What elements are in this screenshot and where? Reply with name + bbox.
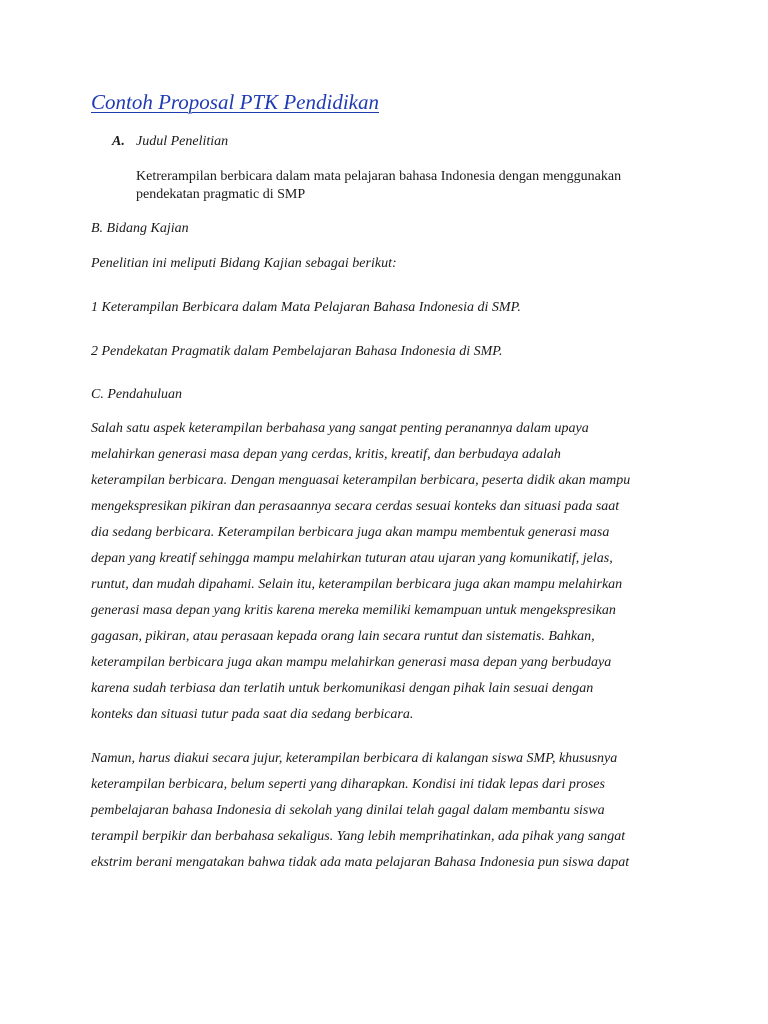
section-a-label: Judul Penelitian xyxy=(136,134,229,149)
paragraph-line: generasi masa depan yang kritis karena mereka memiliki kemampuan untuk mengekspresikan xyxy=(91,603,616,618)
paragraph-line: keterampilan berbicara, belum seperti yang diharapkan. Kondisi ini tidak lepas dari proses xyxy=(91,777,605,792)
section-a-letter: A. xyxy=(112,134,125,149)
introduction-paragraph-1 xyxy=(91,416,681,728)
paragraph-line: Salah satu aspek keterampilan berbahasa yang sangat penting peranannya dalam upaya xyxy=(91,421,589,436)
section-a-heading xyxy=(112,134,228,150)
paragraph-line: pembelajaran bahasa Indonesia di sekolah yang dinilai telah gagal dalam membantu siswa xyxy=(91,803,605,818)
section-b-item-1: 1 Keterampilan Berbicara dalam Mata Pelajaran Bahasa Indonesia di SMP. xyxy=(91,300,521,315)
paragraph-line: runtut, dan mudah dipahami. Selain itu, keterampilan berbicara juga akan mampu melahirkan xyxy=(91,577,623,592)
section-c-heading: C. Pendahuluan xyxy=(91,387,182,402)
paragraph-line: depan yang kreatif sehingga mampu melahirkan tuturan atau ujaran yang komunikatif, jelas, xyxy=(91,551,613,566)
paragraph-line: ekstrim berani mengatakan bahwa tidak ada mata pelajaran Bahasa Indonesia pun siswa dapat xyxy=(91,855,630,870)
paragraph-line: konteks dan situasi tutur pada saat dia sedang berbicara. xyxy=(91,707,414,722)
paragraph-line: terampil berpikir dan berbahasa sekaligus. Yang lebih memprihatinkan, ada pihak yang sangat xyxy=(91,829,626,844)
paragraph-line: mengekspresikan pikiran dan perasaannya secara cerdas sesuai konteks dan situasi pada saat xyxy=(91,499,620,514)
introduction-paragraph-2 xyxy=(91,746,681,876)
paragraph-line: keterampilan berbicara juga akan mampu melahirkan generasi masa depan yang berbudaya xyxy=(91,655,612,670)
paragraph-line: karena sudah terbiasa dan terlatih untuk berkomunikasi dengan pihak lain sesuai dengan xyxy=(91,681,594,696)
section-b-item-2: 2 Pendekatan Pragmatik dalam Pembelajaran Bahasa Indonesia di SMP. xyxy=(91,344,503,359)
research-title-text: Ketrerampilan berbicara dalam mata pelajaran bahasa Indonesia dengan menggunakan pendekatan pragmatic di SMP xyxy=(136,169,622,202)
section-b-heading: B. Bidang Kajian xyxy=(91,221,189,236)
paragraph-line: keterampilan berbicara. Dengan menguasai keterampilan berbicara, peserta didik akan mampu xyxy=(91,473,631,488)
paragraph-line: Namun, harus diakui secara jujur, keterampilan berbicara di kalangan siswa SMP, khususnya xyxy=(91,751,618,766)
paragraph-line: dia sedang berbicara. Keterampilan berbicara juga akan mampu membentuk generasi masa xyxy=(91,525,610,540)
document-title[interactable]: Contoh Proposal PTK Pendidikan xyxy=(91,90,379,114)
paragraph-line: melahirkan generasi masa depan yang cerdas, kritis, kreatif, dan berbudaya adalah xyxy=(91,447,561,462)
paragraph-line: gagasan, pikiran, atau perasaan kepada orang lain secara runtut dan sistematis. Bahkan, xyxy=(91,629,595,644)
section-b-intro: Penelitian ini meliputi Bidang Kajian sebagai berikut: xyxy=(91,256,397,271)
